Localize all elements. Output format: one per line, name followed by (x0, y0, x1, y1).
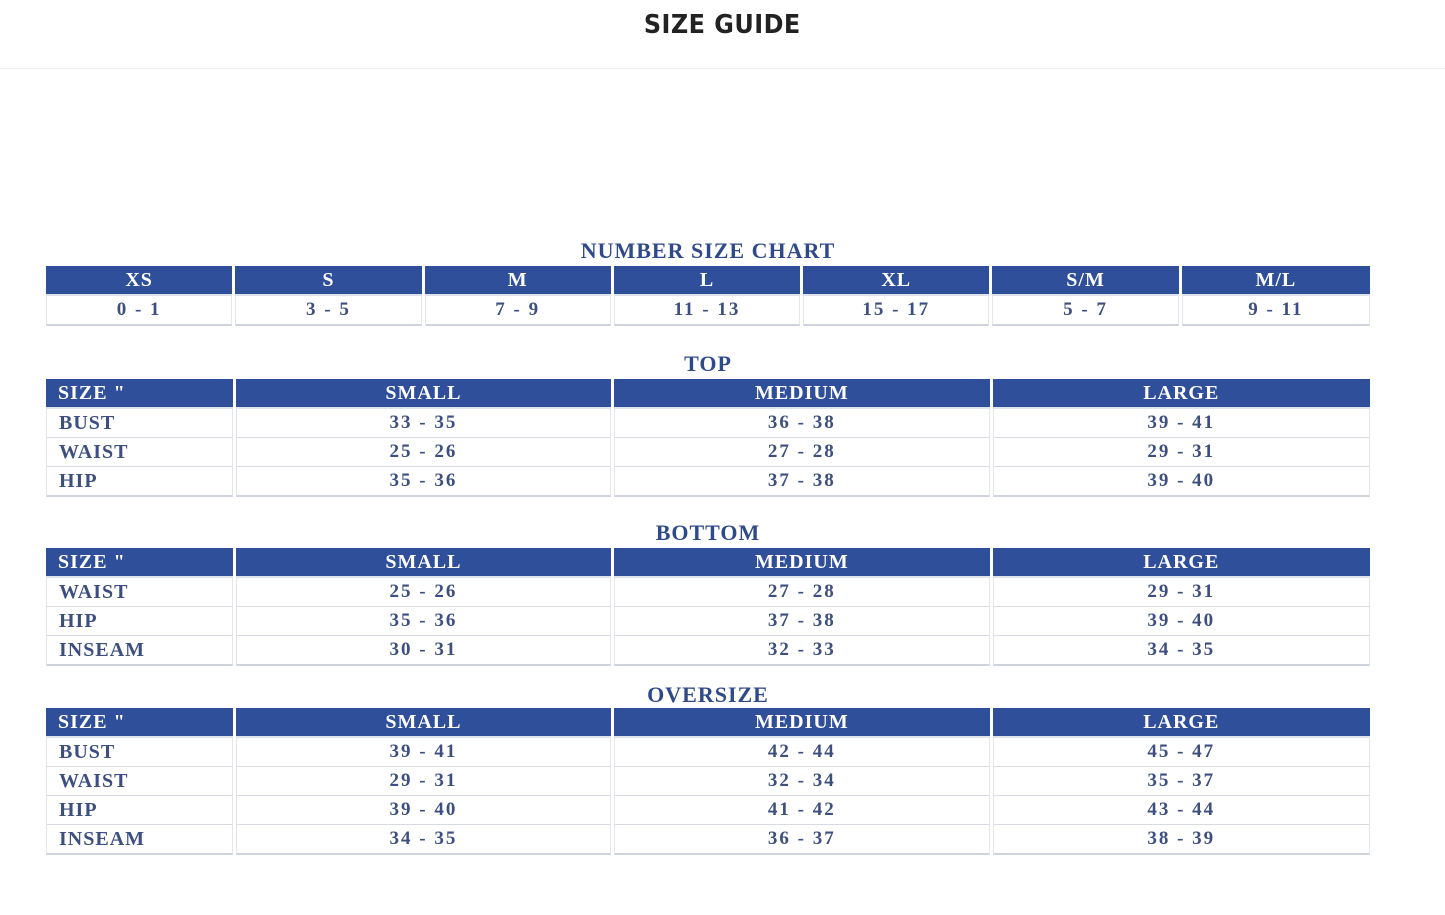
table-cell: 34 - 35 (993, 636, 1370, 666)
table-cell: 32 - 34 (614, 767, 989, 796)
table-row (46, 438, 1370, 467)
small-column-header: SMALL (236, 708, 611, 738)
table-row (46, 738, 1370, 767)
table-cell: 39 - 40 (993, 607, 1370, 636)
table-cell: 35 - 36 (236, 467, 611, 497)
measurement-label: WAIST (46, 438, 233, 467)
table-cell: 32 - 33 (614, 636, 989, 666)
small-column-header: SMALL (236, 379, 611, 409)
measurement-label: INSEAM (46, 825, 233, 855)
table-cell: 25 - 26 (236, 438, 611, 467)
table-row (46, 636, 1370, 666)
table-cell: 25 - 26 (236, 578, 611, 607)
table-cell: 38 - 39 (993, 825, 1370, 855)
table-cell: 37 - 38 (614, 607, 989, 636)
table-cell: 35 - 37 (993, 767, 1370, 796)
table-cell: 42 - 44 (614, 738, 989, 767)
table-cell: 39 - 41 (993, 409, 1370, 438)
number-size-header-row (46, 266, 1370, 296)
top-section-title: TOP (684, 351, 732, 376)
bottom-section-title: BOTTOM (655, 520, 761, 545)
table-cell: 36 - 38 (614, 409, 989, 438)
number-size-header: S (235, 266, 421, 296)
measurement-label: HIP (46, 607, 233, 636)
table-cell: 29 - 31 (236, 767, 611, 796)
medium-column-header: MEDIUM (614, 379, 989, 409)
size-column-header: SIZE " (46, 379, 233, 409)
small-column-header: SMALL (236, 548, 611, 578)
page-title: SIZE GUIDE (644, 10, 801, 40)
number-size-cell: 7 - 9 (425, 296, 611, 326)
table-cell: 35 - 36 (236, 607, 611, 636)
number-size-chart-title: NUMBER SIZE CHART (580, 238, 836, 263)
measurement-label: HIP (46, 467, 233, 497)
table-row (46, 467, 1370, 497)
table-header-row (46, 708, 1370, 738)
number-size-cell: 11 - 13 (614, 296, 800, 326)
table-cell: 36 - 37 (614, 825, 989, 855)
table-row (46, 767, 1370, 796)
oversize-section-title: OVERSIZE (647, 682, 769, 707)
number-size-header: L (614, 266, 800, 296)
bottom-size-table (43, 548, 1373, 666)
table-cell: 33 - 35 (236, 409, 611, 438)
large-column-header: LARGE (993, 379, 1370, 409)
number-size-cell: 0 - 1 (46, 296, 232, 326)
oversize-size-table (43, 708, 1373, 855)
number-size-value-row (46, 296, 1370, 326)
number-size-header: XS (46, 266, 232, 296)
measurement-label: INSEAM (46, 636, 233, 666)
number-size-header: M (425, 266, 611, 296)
table-cell: 29 - 31 (993, 438, 1370, 467)
measurement-label: WAIST (46, 767, 233, 796)
number-size-cell: 15 - 17 (803, 296, 989, 326)
number-size-header: M/L (1182, 266, 1370, 296)
table-header-row (46, 379, 1370, 409)
table-cell: 37 - 38 (614, 467, 989, 497)
size-column-header: SIZE " (46, 708, 233, 738)
table-cell: 30 - 31 (236, 636, 611, 666)
table-cell: 27 - 28 (614, 438, 989, 467)
number-size-header: XL (803, 266, 989, 296)
top-size-table (43, 379, 1373, 497)
measurement-label: BUST (46, 738, 233, 767)
measurement-label: WAIST (46, 578, 233, 607)
large-column-header: LARGE (993, 548, 1370, 578)
medium-column-header: MEDIUM (614, 548, 989, 578)
table-row (46, 409, 1370, 438)
table-row (46, 607, 1370, 636)
table-cell: 39 - 40 (993, 467, 1370, 497)
table-row (46, 796, 1370, 825)
table-cell: 41 - 42 (614, 796, 989, 825)
measurement-label: BUST (46, 409, 233, 438)
number-size-cell: 5 - 7 (992, 296, 1178, 326)
number-size-cell: 3 - 5 (235, 296, 421, 326)
measurement-label: HIP (46, 796, 233, 825)
large-column-header: LARGE (993, 708, 1370, 738)
table-row (46, 578, 1370, 607)
table-cell: 29 - 31 (993, 578, 1370, 607)
table-header-row (46, 548, 1370, 578)
number-size-header: S/M (992, 266, 1178, 296)
table-cell: 45 - 47 (993, 738, 1370, 767)
table-cell: 39 - 41 (236, 738, 611, 767)
table-cell: 27 - 28 (614, 578, 989, 607)
table-cell: 43 - 44 (993, 796, 1370, 825)
size-column-header: SIZE " (46, 548, 233, 578)
table-cell: 39 - 40 (236, 796, 611, 825)
number-size-cell: 9 - 11 (1182, 296, 1370, 326)
medium-column-header: MEDIUM (614, 708, 989, 738)
number-size-table (43, 266, 1373, 326)
page-header (0, 0, 1445, 69)
table-cell: 34 - 35 (236, 825, 611, 855)
table-row (46, 825, 1370, 855)
